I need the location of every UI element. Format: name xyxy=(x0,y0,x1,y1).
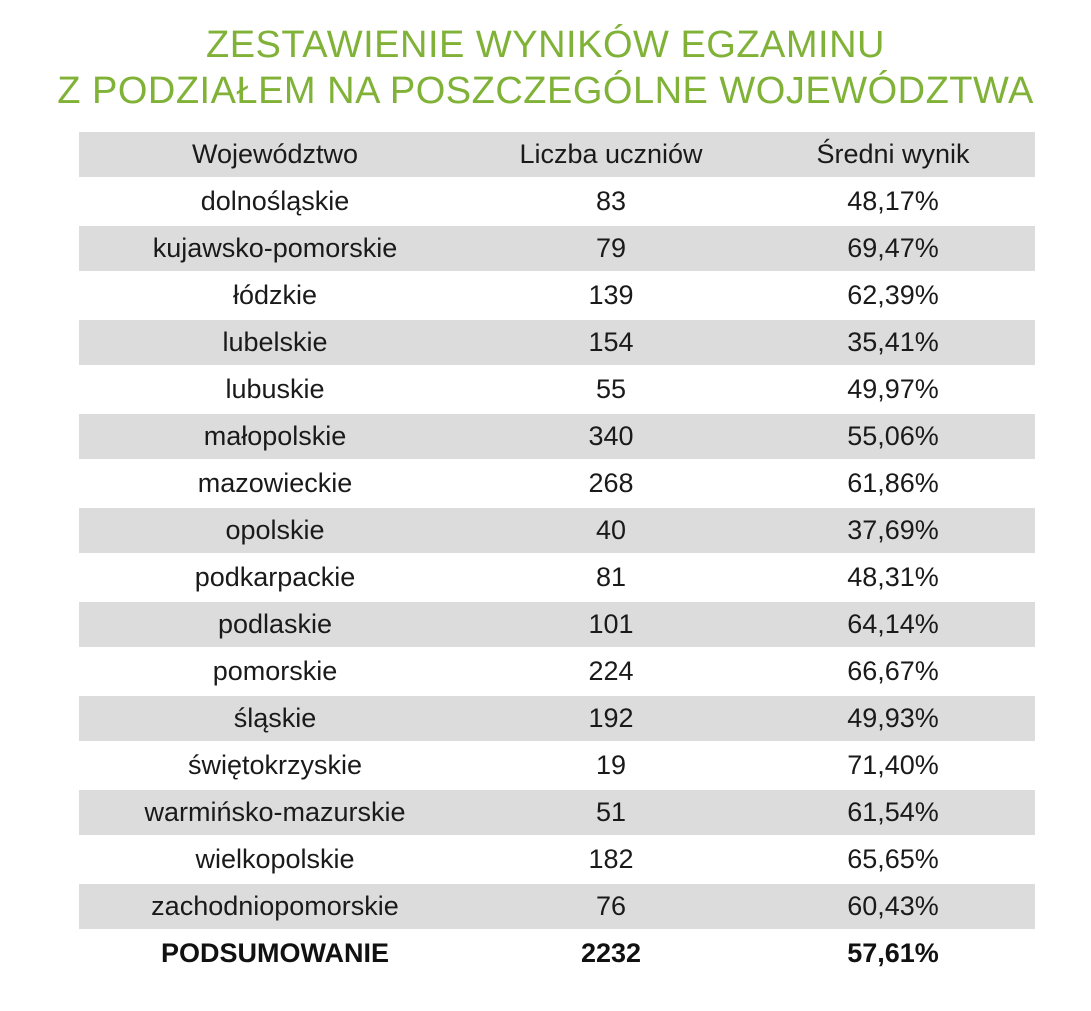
table-row xyxy=(79,179,1035,224)
cell-score: 62,39% xyxy=(847,280,939,310)
cell-students: 55 xyxy=(595,374,627,404)
table-header-row xyxy=(79,132,1035,177)
cell-region: zachodniopomorskie xyxy=(79,884,471,929)
cell-region: opolskie xyxy=(79,508,471,553)
cell-region: śląskie xyxy=(79,696,471,741)
cell-region: lubelskie xyxy=(79,320,471,365)
table-row xyxy=(79,461,1035,506)
cell-students: 268 xyxy=(588,468,634,498)
cell-region: kujawsko-pomorskie xyxy=(79,226,471,271)
table-row xyxy=(79,367,1035,412)
table-row xyxy=(79,320,1035,365)
cell-students: 224 xyxy=(588,656,634,686)
cell-region: warmińsko-mazurskie xyxy=(79,790,471,835)
cell-region: wielkopolskie xyxy=(195,844,355,874)
cell-region: łódzkie xyxy=(232,280,318,310)
cell-score: 49,97% xyxy=(847,374,939,404)
table-row xyxy=(79,696,1035,741)
title-line-2: Z PODZIAŁEM NA POSZCZEGÓLNE WOJEWÓDZTWA xyxy=(57,70,1034,112)
cell-region: podlaskie xyxy=(79,602,471,647)
table-row xyxy=(79,837,1035,882)
cell-students: 192 xyxy=(471,696,751,741)
cell-region: lubuskie xyxy=(225,374,325,404)
cell-score: 55,06% xyxy=(751,414,1035,459)
table-row xyxy=(79,743,1035,788)
cell-score: 71,40% xyxy=(847,750,939,780)
table-row xyxy=(79,884,1035,929)
cell-region: pomorskie xyxy=(212,656,338,686)
summary-row xyxy=(79,931,1035,976)
cell-region: mazowieckie xyxy=(197,468,353,498)
cell-students: 51 xyxy=(471,790,751,835)
cell-region: dolnośląskie xyxy=(200,186,350,216)
cell-score: 48,17% xyxy=(847,186,939,216)
table-row xyxy=(79,273,1035,318)
cell-region: świętokrzyskie xyxy=(187,750,363,780)
cell-score: 61,54% xyxy=(751,790,1035,835)
title-line-1: ZESTAWIENIE WYNIKÓW EGZAMINU xyxy=(206,24,885,66)
cell-students: 79 xyxy=(471,226,751,271)
cell-students: 81 xyxy=(595,562,627,592)
cell-score: 66,67% xyxy=(847,656,939,686)
cell-students: 83 xyxy=(595,186,627,216)
cell-students: 40 xyxy=(471,508,751,553)
table-row xyxy=(79,602,1035,647)
cell-score: 37,69% xyxy=(751,508,1035,553)
cell-score: 65,65% xyxy=(847,844,939,874)
cell-students: 101 xyxy=(471,602,751,647)
table-row xyxy=(79,555,1035,600)
cell-score: 61,86% xyxy=(847,468,939,498)
cell-students: 340 xyxy=(471,414,751,459)
cell-students: 19 xyxy=(595,750,627,780)
cell-students: 154 xyxy=(471,320,751,365)
page-title xyxy=(0,22,1091,114)
cell-score: 64,14% xyxy=(751,602,1035,647)
cell-students: 139 xyxy=(588,280,634,310)
cell-students: 182 xyxy=(588,844,634,874)
cell-region: podkarpackie xyxy=(194,562,356,592)
cell-score: 69,47% xyxy=(751,226,1035,271)
header-score: Średni wynik xyxy=(751,132,1035,177)
results-table xyxy=(79,130,1035,978)
cell-score: 49,93% xyxy=(751,696,1035,741)
cell-students: 76 xyxy=(471,884,751,929)
cell-score: 48,31% xyxy=(847,562,939,592)
header-students: Liczba uczniów xyxy=(471,132,751,177)
cell-score: 60,43% xyxy=(751,884,1035,929)
cell-region: małopolskie xyxy=(79,414,471,459)
table-row xyxy=(79,414,1035,459)
table-row xyxy=(79,649,1035,694)
summary-score: 57,61% xyxy=(847,938,939,968)
summary-label: PODSUMOWANIE xyxy=(160,938,389,968)
summary-students: 2232 xyxy=(580,938,642,968)
table-row xyxy=(79,508,1035,553)
cell-score: 35,41% xyxy=(751,320,1035,365)
table-row xyxy=(79,790,1035,835)
table-row xyxy=(79,226,1035,271)
header-region: Województwo xyxy=(79,132,471,177)
